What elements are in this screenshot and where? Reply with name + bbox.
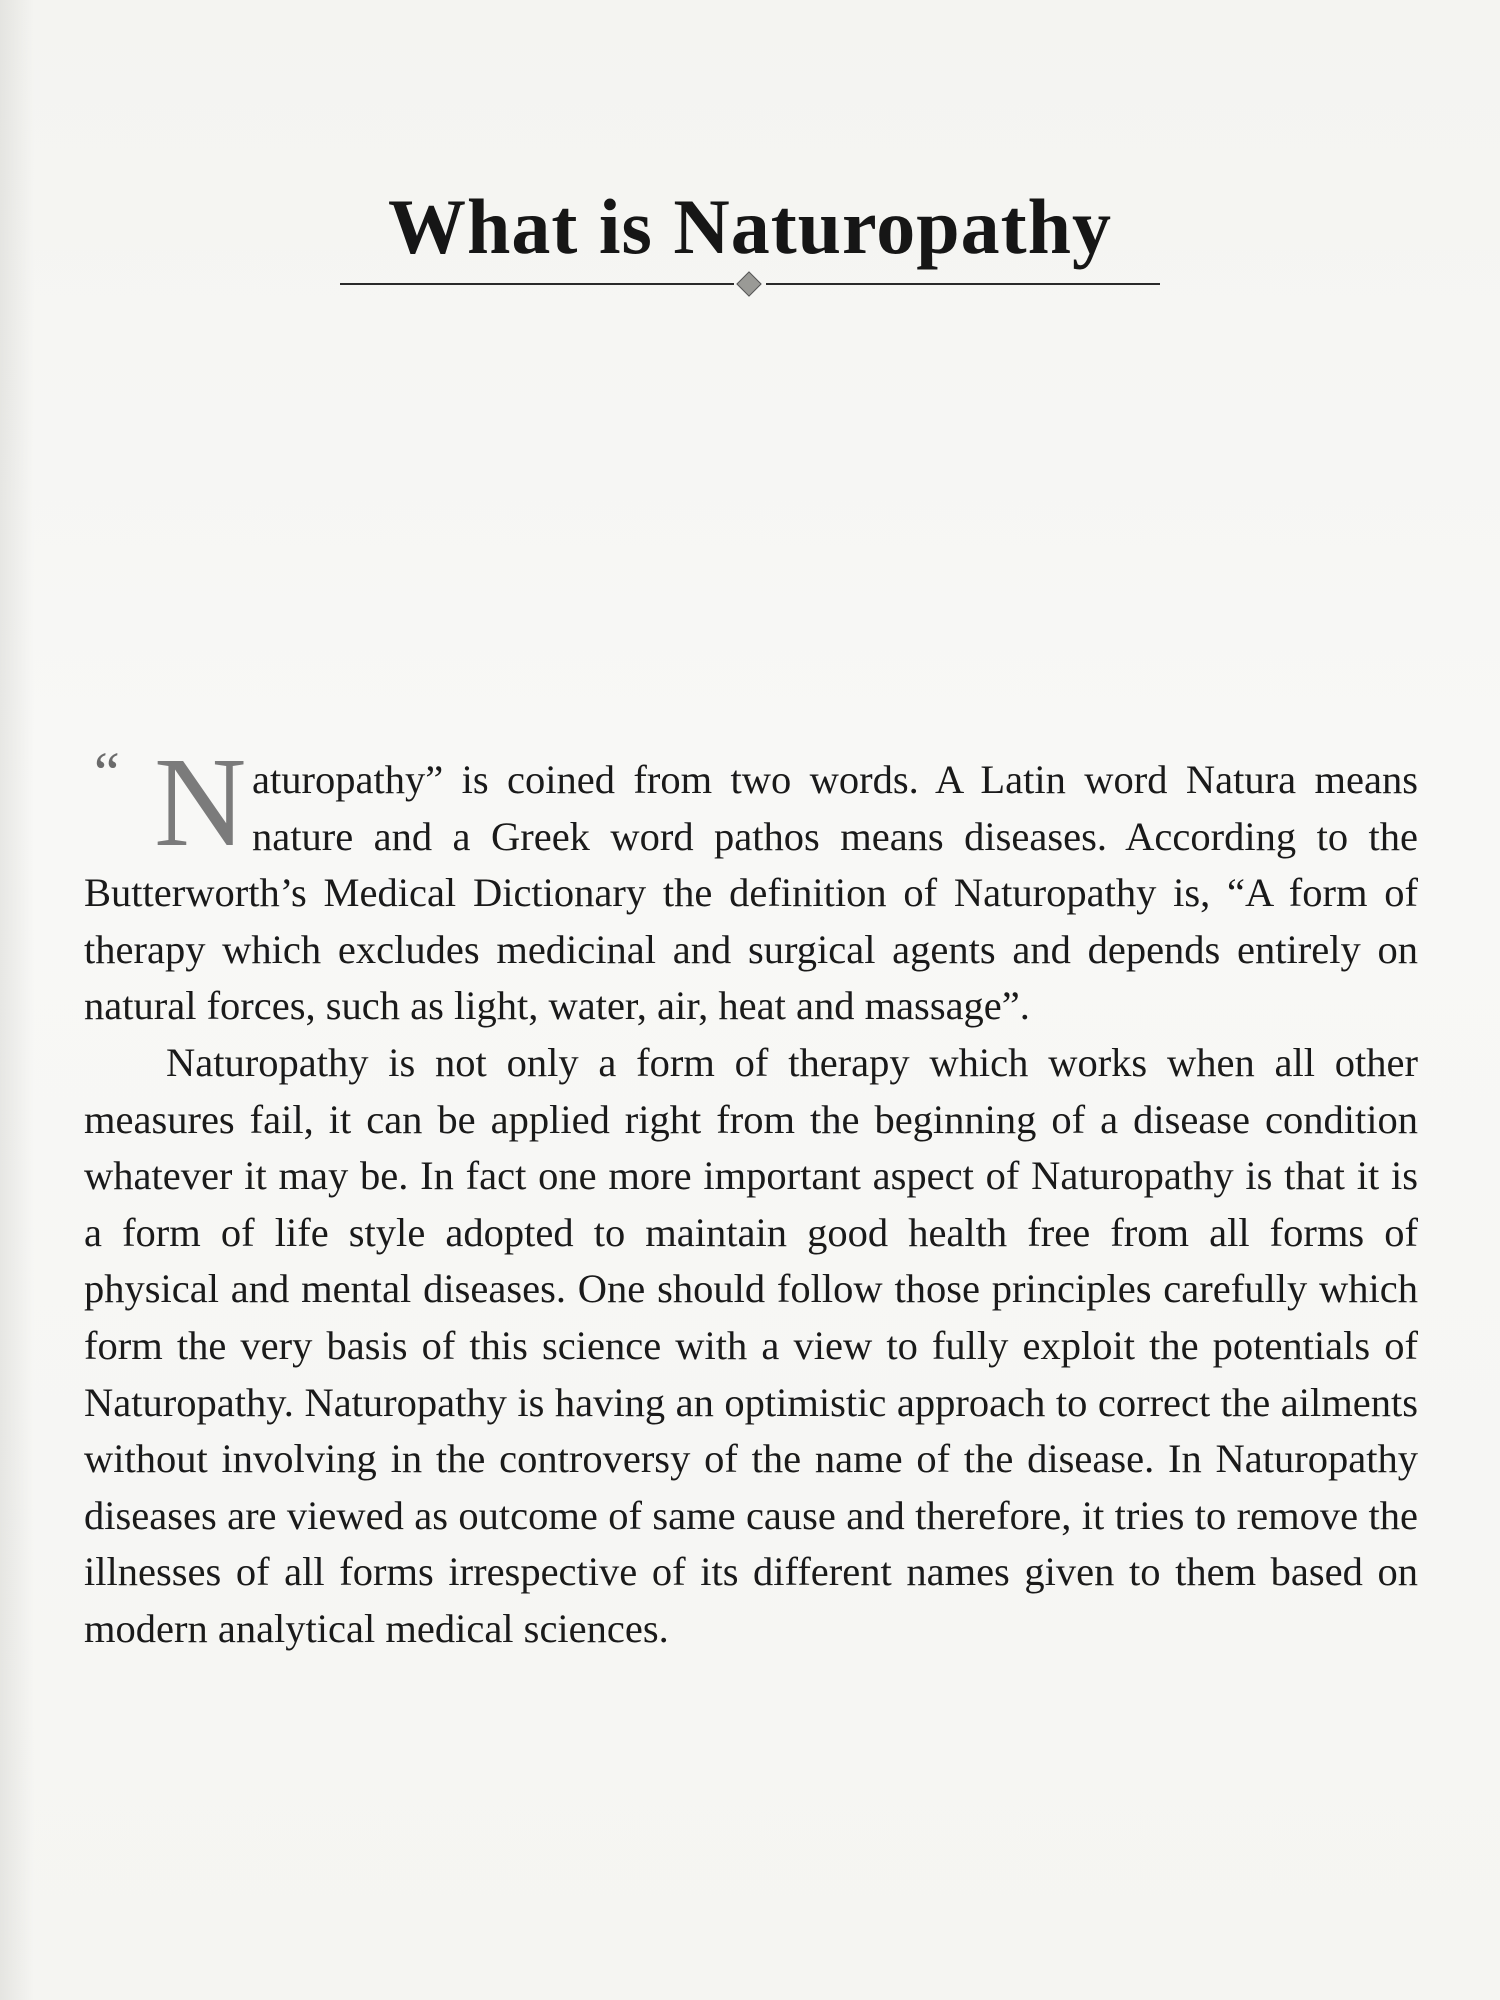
paragraph-1	[84, 731, 1418, 1035]
chapter-title: What is Naturopathy	[387, 183, 1112, 270]
opening-quote-mark: “	[94, 740, 120, 805]
paragraph-2: Naturopathy is not only a form of therapy which works when all other measures fail, it can be applied right from the beginning of a disease condition whatever it may be. In fact one more important aspect of Naturopathy is that it is a form of life style adopted to maintain good health free from all forms of physical and mental diseases. One should follow those principles carefully which form the very basis of this science with a view to fully exploit the potentials of Naturopathy. Naturopathy is having an optimistic approach to correct the ailments without involving in the controversy of the name of the disease. In Naturopathy diseases are viewed as outcome of same cause and therefore, it tries to remove the illnesses of all forms irrespective of its different names given to them based on modern analytical medical sciences.	[84, 1039, 1418, 1651]
page-edge-shadow	[0, 0, 34, 2000]
drop-cap-letter: N	[154, 731, 247, 873]
diamond-ornament-icon	[736, 271, 761, 296]
underline-right	[766, 283, 1160, 285]
underline-left	[340, 283, 734, 285]
chapter-heading	[0, 183, 1500, 296]
chapter-body	[84, 731, 1418, 1658]
title-underline-ornament	[340, 272, 1160, 296]
drop-cap-block	[84, 731, 250, 873]
paragraph-1-text: aturopathy” is coined from two words. A Latin word Natura means nature and a Greek word pathos means diseases. According to the Butterworth’s Medical Dictionary the definition of Naturopathy is, “A form of therapy which excludes medicinal and surgical agents and depends entirely on natural forces, such as light, water, air, heat and massage”.	[84, 757, 1418, 1029]
